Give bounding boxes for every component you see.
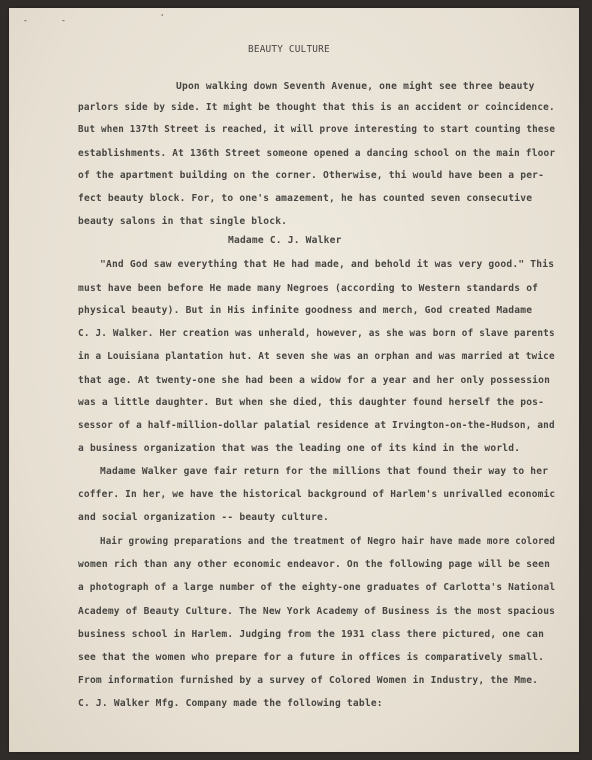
text-line: establishments. At 136th Street someone opened a dancing school on the main floor <box>78 148 556 159</box>
paper-mark: - <box>24 16 27 25</box>
text-line: Madame Walker gave fair return for the millions that found their way to her <box>100 466 549 477</box>
text-line: fect beauty block. For, to one's amazement, he has counted seven consecutive <box>78 193 533 204</box>
text-line: of the apartment building on the corner. Otherwise, thi would have been a per- <box>78 170 545 181</box>
text-line: coffer. In her, we have the historical background of Harlem's unrivalled economic <box>78 489 556 500</box>
text-line: But when 137th Street is reached, it will prove interesting to start counting these <box>78 124 556 135</box>
text-line: Upon walking down Seventh Avenue, one might see three beauty <box>176 81 535 92</box>
paper-mark: - <box>62 16 65 25</box>
text-line: C. J. Walker Mfg. Company made the following table: <box>78 698 383 709</box>
text-line: Academy of Beauty Culture. The New York Academy of Business is the most spacious <box>78 606 556 617</box>
text-line: "And God saw everything that He had made, and behold it was very good." This <box>100 259 555 270</box>
text-line: From information furnished by a survey of Colored Women in Industry, the Mme. <box>78 675 539 686</box>
text-line: was a little daughter. But when she died, this daughter found herself the pos- <box>78 397 545 408</box>
page-title: BEAUTY CULTURE <box>248 44 330 55</box>
paper-mark: ' <box>161 13 164 22</box>
text-line: sessor of a half-million-dollar palatial residence at Irvington-on-the-Hudson, and <box>78 420 555 431</box>
text-line: see that the women who prepare for a future in offices is comparatively small. <box>78 652 545 663</box>
text-line: and social organization -- beauty culture. <box>78 512 329 523</box>
text-line: parlors side by side. It might be thought that this is an accident or coincidence. <box>78 102 555 113</box>
text-line: women rich than any other economic endeavor. On the following page will be seen <box>78 559 551 570</box>
text-line: beauty salons in that single block. <box>78 216 288 227</box>
text-line: that age. At twenty-one she had been a widow for a year and her only possession <box>78 375 551 386</box>
text-line: a business organization that was the leading one of its kind in the world. <box>78 443 521 454</box>
text-line: business school in Harlem. Judging from the 1931 class there pictured, one can <box>78 629 545 640</box>
text-line: must have been before He made many Negroes (according to Western standards of <box>78 283 539 294</box>
text-line: C. J. Walker. Her creation was unherald, however, as she was born of slave parents <box>78 328 555 339</box>
section-heading: Madame C. J. Walker <box>228 235 342 246</box>
text-line: a photograph of a large number of the eighty-one graduates of Carlotta's National <box>78 582 556 593</box>
text-line: Hair growing preparations and the treatment of Negro hair have made more colored <box>100 536 556 547</box>
text-line: in a Louisiana plantation hut. At seven she was an orphan and was married at twice <box>78 351 555 362</box>
text-line: physical beauty). But in His infinite goodness and merch, God created Madame <box>78 305 533 316</box>
